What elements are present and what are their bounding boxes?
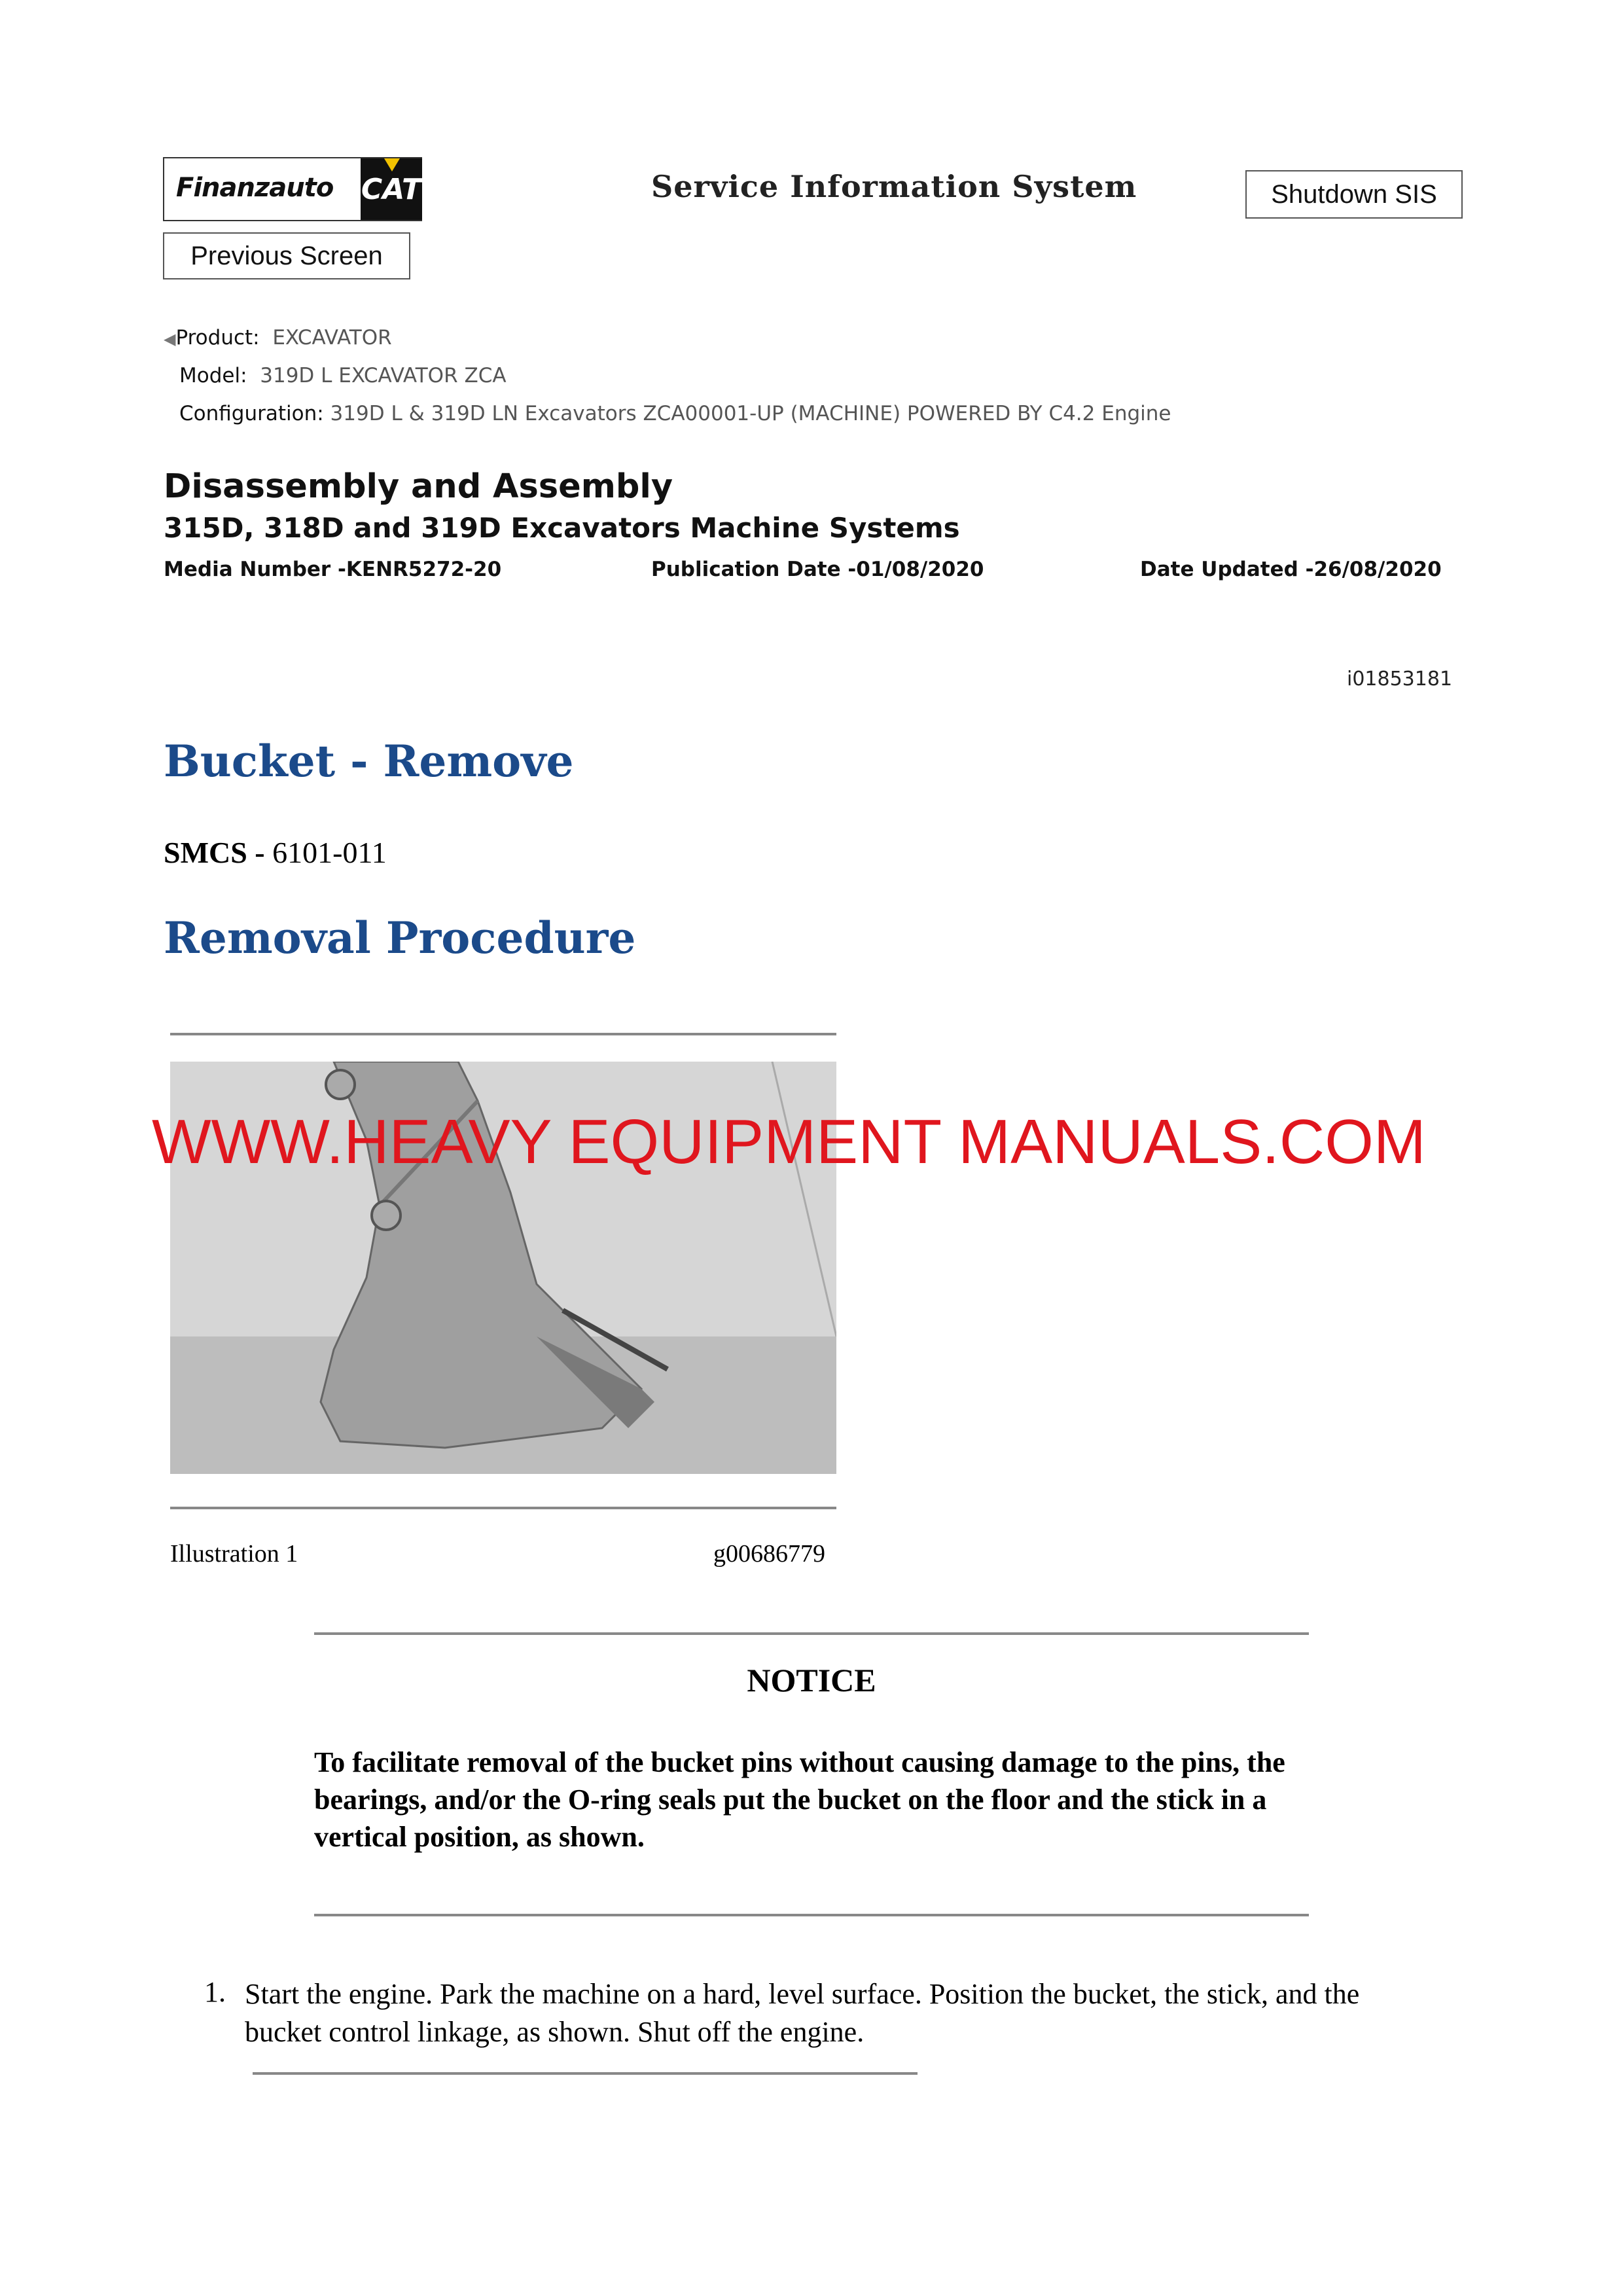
notice-bottom-rule [314,1914,1309,1916]
model-label: Model: [179,364,247,387]
step-1-number: 1. [204,1976,226,2008]
illustration-bottom-rule [170,1507,836,1509]
model-line [179,364,507,387]
product-label: Product: [175,326,260,350]
notice-top-rule [314,1632,1309,1635]
document-subtitle: 315D, 318D and 319D Excavators Machine Systems [164,512,960,544]
date-updated: Date Updated -26/08/2020 [1140,558,1442,581]
smcs-value: 6101-011 [272,836,387,869]
illustration-id: g00686779 [713,1540,825,1568]
notice-title: NOTICE [747,1662,876,1698]
configuration-value: 319D L & 319D LN Excavators ZCA00001-UP (MACHINE) POWERED BY C4.2 Engine [330,402,1171,425]
configuration-label: Configuration: [179,402,324,425]
sis-title: Service Information System [651,169,1137,204]
notice-text: To facilitate removal of the bucket pins without causing damage to the pins, the bearings, and/or the O-ring seals put the bucket on the floor and the stick in a vertical position, as shown. [314,1746,1285,1853]
product-value: EXCAVATOR [272,326,392,350]
section-title: Removal Procedure [164,912,636,963]
dealer-logo-text: Finanzauto [176,173,334,203]
configuration-line [179,402,1171,425]
back-arrow-icon[interactable]: ◀ [164,330,176,348]
step-1-text: Start the engine. Park the machine on a hard, level surface. Position the bucket, the stick, and the bucket control linkage, as shown. Shut off the engine. [245,1978,1360,2048]
smcs-label: SMCS - [164,836,265,869]
shutdown-sis-button[interactable]: Shutdown SIS [1245,170,1463,219]
cat-logo-triangle [384,158,400,171]
dealer-logo [163,157,422,221]
publication-date: Publication Date -01/08/2020 [651,558,984,581]
document-category: Disassembly and Assembly [164,467,673,506]
illustration-top-rule [170,1033,836,1035]
step-1-rule [253,2072,918,2075]
watermark: WWW.HEAVY EQUIPMENT MANUALS.COM [152,1107,1426,1177]
media-number: Media Number -KENR5272-20 [164,558,502,581]
illustration-caption: Illustration 1 [170,1540,298,1568]
product-line [164,326,392,350]
cat-logo [361,158,422,220]
page-title: Bucket - Remove [164,736,574,787]
smcs-line [164,835,387,870]
document-id: i01853181 [1347,668,1453,691]
previous-screen-button[interactable]: Previous Screen [163,232,410,279]
cat-logo-text: CAT [361,172,422,206]
model-value: 319D L EXCAVATOR ZCA [260,364,507,387]
